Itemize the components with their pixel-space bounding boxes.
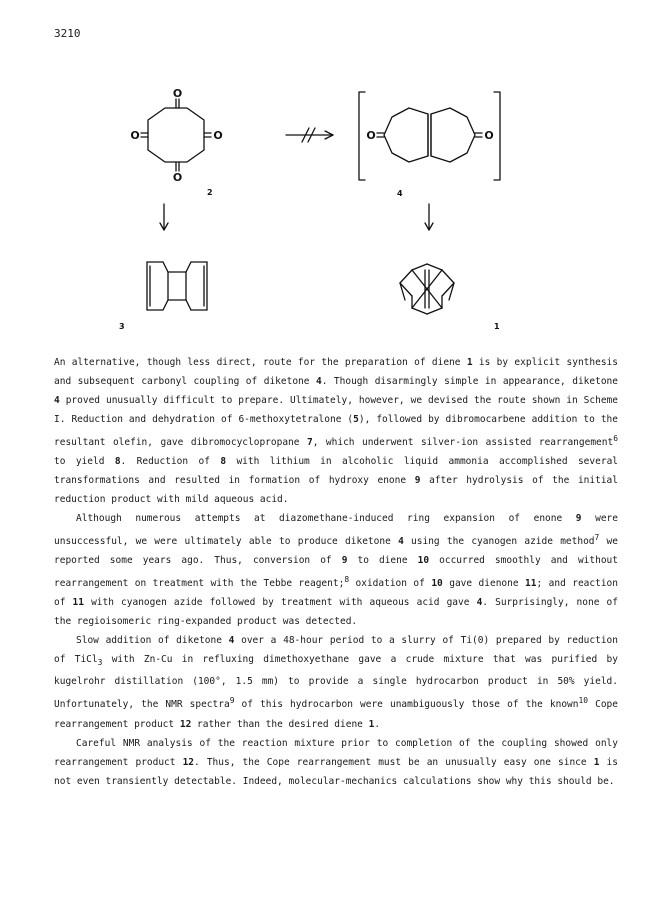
- footnote-ref: 10: [578, 696, 589, 706]
- paragraph-3: Slow addition of diketone 4 over a 48-hour period to a slurry of Ti(0) prepared by reduction of TiCl$_3$ with Zn-Cu in refluxing dimethoxyethane gave a crude mixture that was purified by kugelrohr distillation (100°, 1.5 mm) to provide a single hydrocarbon product in 50% yield. Unfortunately, the NMR spectra$^9$ of this hydrocarbon were unambiguously those of the known$^{10}$ Cope rearrangement product 12 rather than the desired diene 1.: [54, 635, 618, 730]
- compound-ref: 10: [417, 555, 430, 567]
- compound-4-structure: [359, 92, 500, 180]
- compound-ref: 9: [575, 513, 582, 525]
- compound-label-2: 2: [207, 188, 213, 197]
- compound-ref: 4: [476, 597, 483, 609]
- compound-ref: 12: [182, 756, 195, 768]
- paragraph-4: Careful NMR analysis of the reaction mixture prior to completion of the coupling showed only rearrangement product 12. Thus, the Cope rearrangement must be an unusually easy one since 1 is not even transiently detectable. Indeed, molecular-mechanics calculations show why this should be.: [54, 737, 618, 787]
- oxygen-2-bottom: O: [172, 171, 183, 184]
- compound-ref: 4: [398, 536, 404, 548]
- compound-3-structure: [147, 262, 207, 310]
- failed-reaction-arrow: [286, 128, 333, 142]
- compound-ref: 8: [220, 456, 227, 468]
- subscript: 3: [97, 658, 103, 668]
- compound-ref: 12: [179, 718, 192, 730]
- oxygen-2-right: O: [213, 129, 223, 142]
- compound-ref: 8: [114, 456, 121, 468]
- compound-ref: 1: [593, 756, 600, 768]
- compound-label-4: 4: [397, 189, 403, 198]
- footnote-ref: 8: [344, 575, 350, 585]
- compound-ref: 9: [414, 475, 421, 487]
- reaction-scheme: [0, 0, 672, 345]
- compound-ref: 11: [525, 578, 537, 590]
- compound-ref: 1: [466, 357, 473, 368]
- compound-ref: 7: [306, 437, 313, 449]
- compound-ref: 1: [368, 718, 375, 730]
- down-arrow-right: [425, 204, 433, 230]
- article-body: [54, 353, 618, 791]
- compound-ref: 4: [228, 635, 235, 647]
- compound-2-structure: [141, 99, 211, 171]
- paragraph-2: Although numerous attempts at diazomethane-induced ring expansion of enone 9 were unsuccessful, we were ultimately able to produce diketone 4 using the cyanogen azide method$^7$ we reported some years ago. Thus, conversion of 9 to diene 10 occurred smoothly and without rearrangement on treatment with the Tebbe reagent;$^8$ oxidation of 10 gave dienone 11; and reaction of 11 with cyanogen azide followed by treatment with aqueous acid gave 4. Surprisingly, none of the regioisomeric ring-expanded product was detected.: [54, 513, 619, 628]
- compound-ref: 4: [315, 376, 322, 387]
- down-arrow-left: [160, 204, 168, 230]
- footnote-ref: 9: [229, 696, 235, 706]
- oxygen-2-left: O: [130, 129, 140, 142]
- oxygen-4-left: O: [366, 129, 376, 142]
- compound-1-structure: [400, 264, 454, 314]
- footnote-ref: 6: [613, 434, 618, 443]
- paragraph-1: An alternative, though less direct, route for the preparation of diene 1 is by explicit synthesis and subsequent carbonyl coupling of diketone 4. Though disarmingly simple in appearance, diketone 4 proved unusually difficult to prepare. Ultimately, however, we devised the route shown in Scheme I. Reduction and dehydration of 6-methoxytetralone (5), followed by dibromocarbene addition to the resultant olefin, gave dibromocyclopropane 7, which underwent silver-ion assisted rearrangement$^6$ to yield 8. Reduction of 8 with lithium in alcoholic liquid ammonia accomplished several transformations and resulted in formation of hydroxy enone 9 after hydrolysis of the initial reduction product with mild aqueous acid.: [54, 357, 619, 506]
- oxygen-2-top: O: [172, 87, 183, 100]
- compound-ref: 5: [353, 414, 359, 425]
- page-number: 3210: [54, 27, 81, 40]
- compound-ref: 4: [54, 395, 60, 406]
- compound-ref: 11: [72, 597, 84, 609]
- oxygen-4-right: O: [484, 129, 494, 142]
- compound-ref: 10: [431, 578, 443, 590]
- compound-label-3: 3: [119, 322, 125, 331]
- compound-ref: 9: [341, 555, 348, 567]
- compound-label-1: 1: [494, 322, 500, 331]
- footnote-ref: 7: [594, 533, 600, 543]
